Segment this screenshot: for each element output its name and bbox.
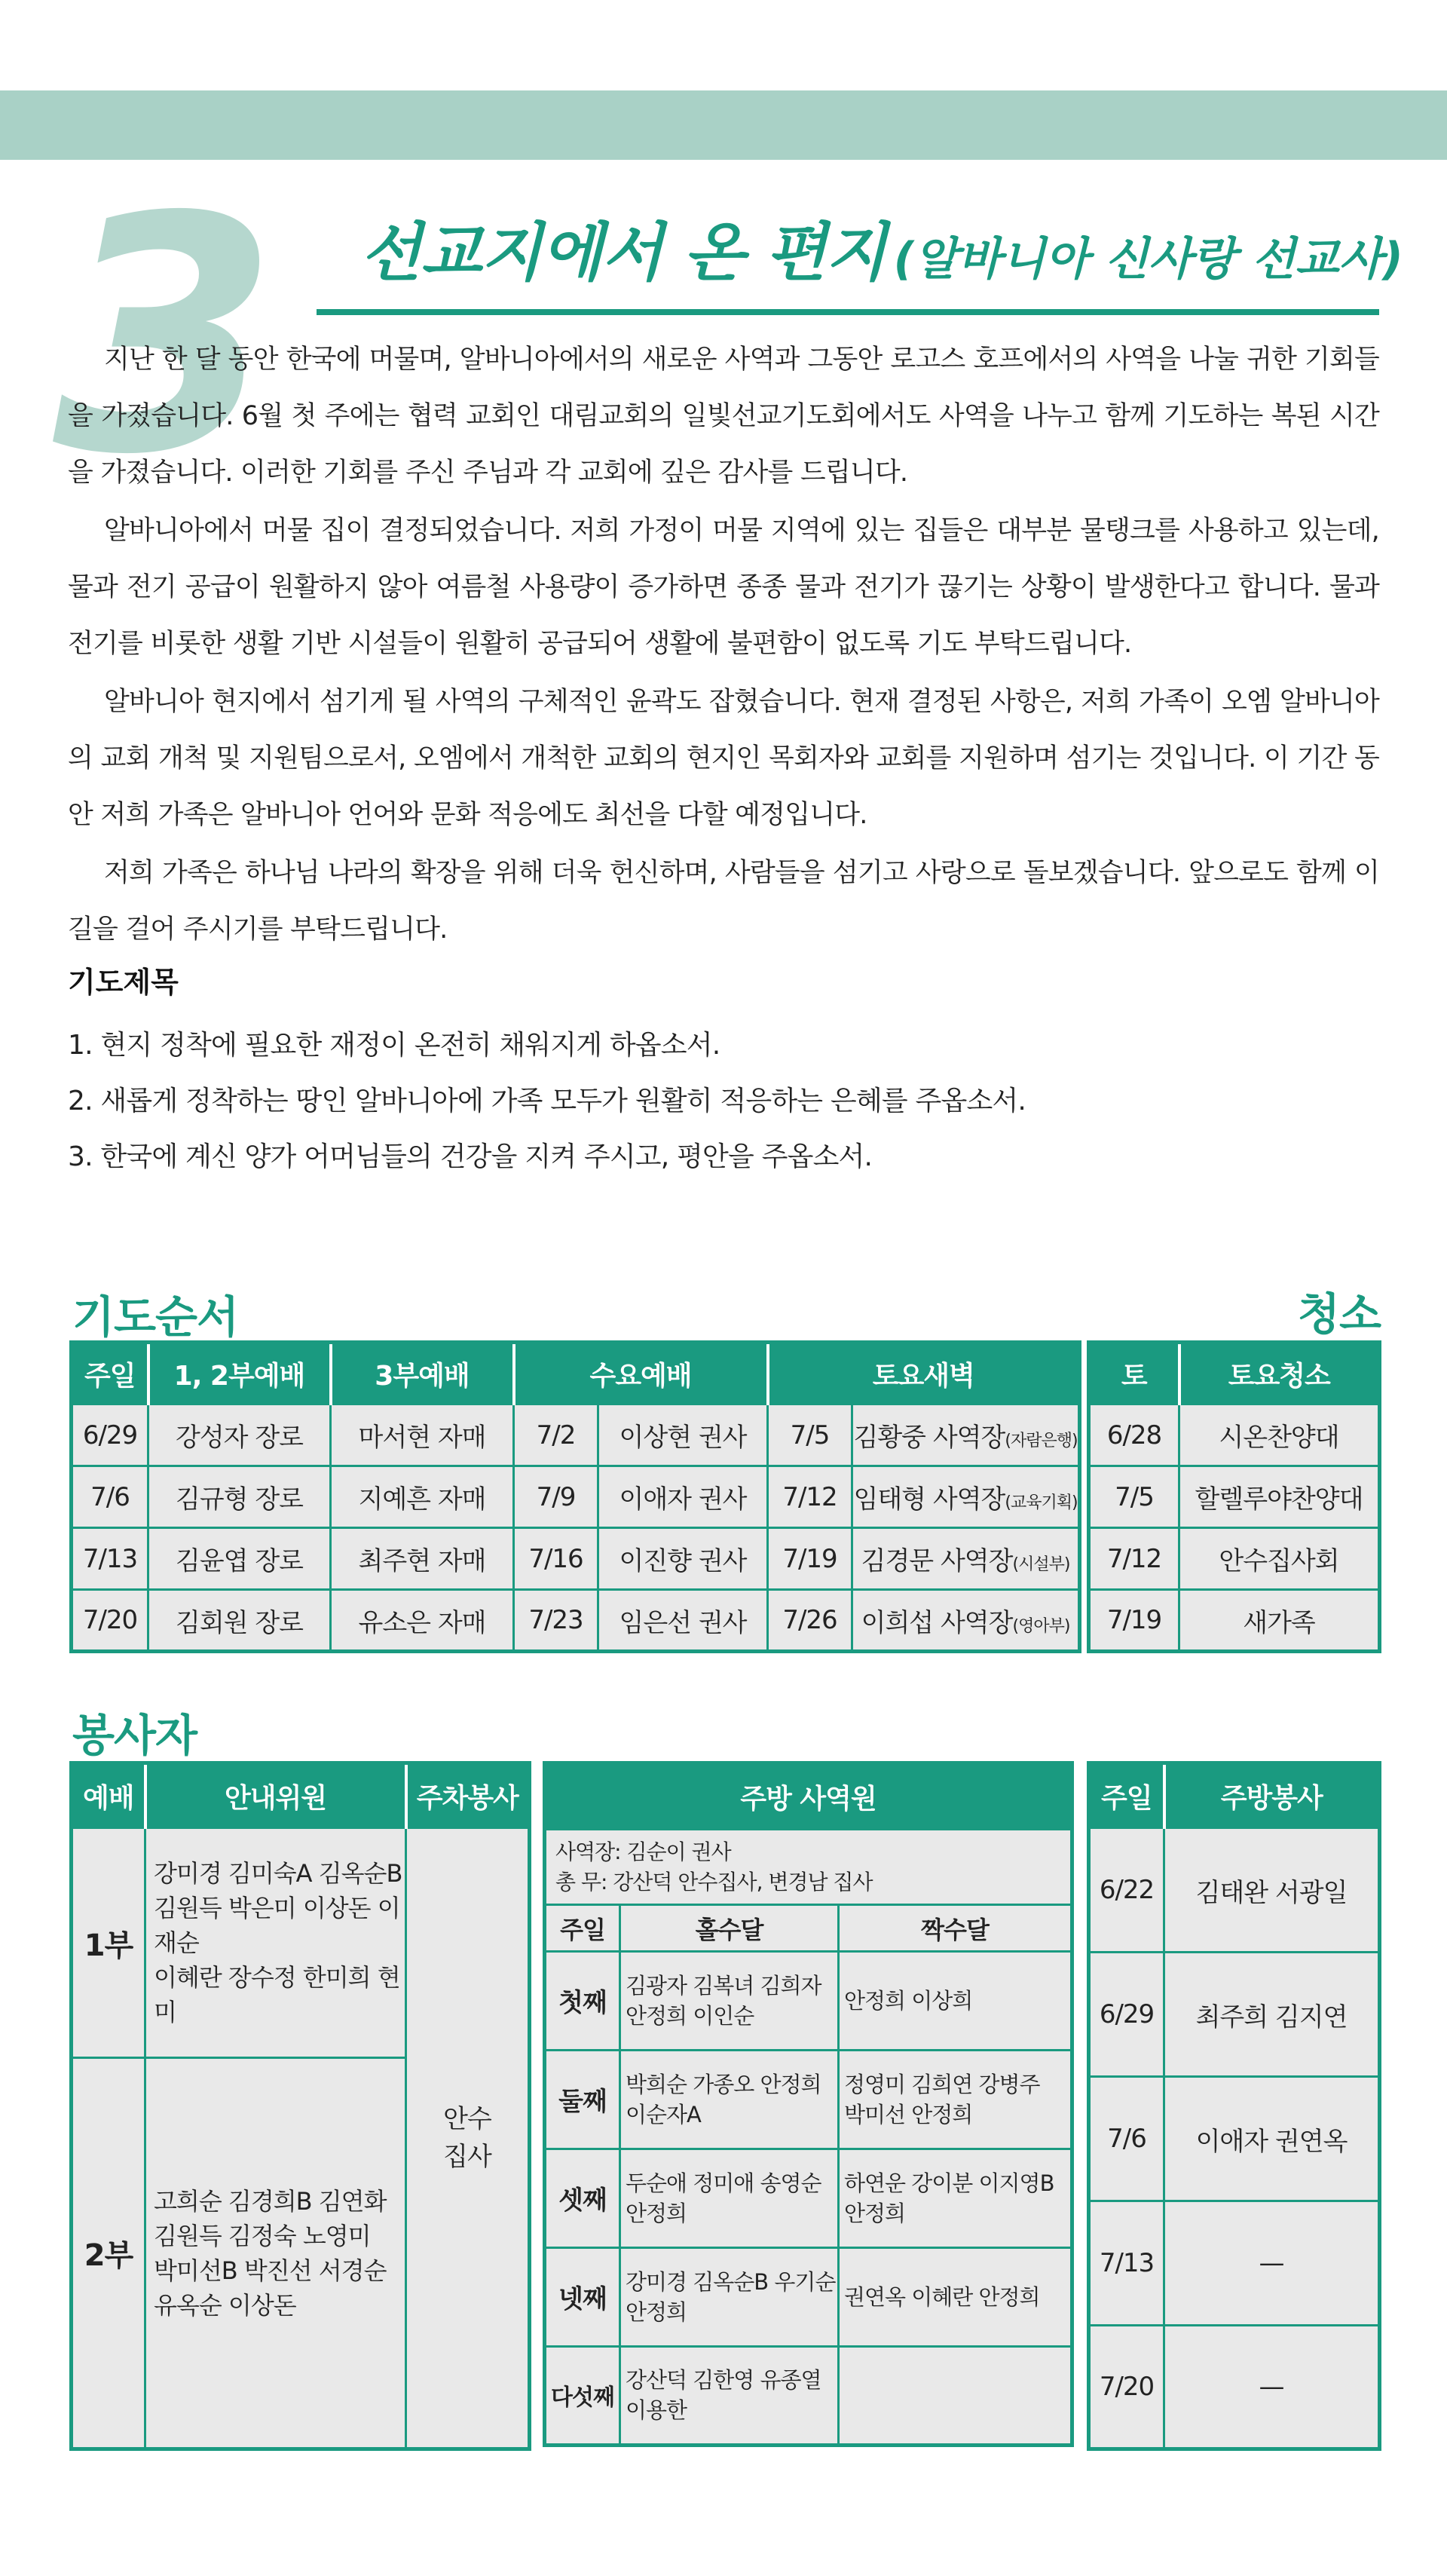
- cell-date: 6/28: [1089, 1404, 1179, 1466]
- cell-name: 지예흔 자매: [331, 1466, 514, 1528]
- col-header-cleaning: 토요청소: [1179, 1343, 1380, 1404]
- table-row: [545, 2050, 1072, 2149]
- cell-week: 넷째: [545, 2247, 620, 2346]
- kitchen-leader: 사역장: 김순이 권사: [555, 1839, 731, 1864]
- cell-team: 안수집사회: [1179, 1528, 1380, 1590]
- name-line: 안정희 이상희: [844, 1987, 973, 2014]
- table-header-row: [1089, 1763, 1380, 1828]
- cell-date: 7/26: [768, 1590, 852, 1652]
- cell-name: 김회원 장로: [148, 1590, 331, 1652]
- table-row: [1089, 1953, 1380, 2077]
- cell-date: 6/22: [1089, 1828, 1164, 1953]
- letter-paragraph: 알바니아 현지에서 섬기게 될 사역의 구체적인 윤곽도 잡혔습니다. 현재 결정된 사항은, 저희 가족이 오엠 알바니아의 교회 개척 및 지원팀으로서, 오엠에서 개척한 교회의 현지인 목회자와 교회를 지원하며 섬기는 것입니다. 이 기간 동안 저희 가족은 알바니아 언어와 문화 적응에도 최선을 다할 예정입니다.: [68, 687, 1379, 830]
- cell-date: 7/13: [72, 1528, 148, 1590]
- cell-names: 김태완 서광일: [1164, 1828, 1380, 1953]
- cell-even-names: [839, 2050, 1072, 2149]
- col-header-ushers: 안내위원: [145, 1763, 406, 1828]
- cell-note: (자람은행): [1005, 1432, 1078, 1450]
- table-header-row: [72, 1343, 1080, 1404]
- prayer-order-heading: 기도순서: [72, 1291, 239, 1343]
- cell-date: 7/20: [1089, 2326, 1164, 2449]
- cell-week: 셋째: [545, 2149, 620, 2247]
- cell-note: (영아부): [1012, 1616, 1070, 1636]
- cell-name: 김윤엽 장로: [148, 1528, 331, 1590]
- cell-date: 7/13: [1089, 2201, 1164, 2326]
- col-header-kitchen: 주방 사역원: [545, 1763, 1072, 1830]
- table-row: [72, 1590, 1080, 1652]
- cell-week: 다섯째: [545, 2346, 620, 2445]
- cell-name: [852, 1404, 1080, 1466]
- cell-name: 최주현 자매: [331, 1528, 514, 1590]
- name-line: 박미선 안정희: [844, 2101, 973, 2127]
- name-line: 정영미 김희연 강병주: [844, 2071, 1040, 2097]
- cell-odd-names: [620, 2346, 839, 2445]
- table-row: [1089, 2077, 1380, 2201]
- name-line: 김원득 김정숙 노영미: [154, 2221, 371, 2250]
- col-header-kitchen-service: 주방봉사: [1164, 1763, 1380, 1828]
- cell-date: 7/2: [514, 1404, 598, 1466]
- table-row: [1089, 1404, 1380, 1466]
- cell-name: 김규형 장로: [148, 1466, 331, 1528]
- table-row: [545, 2149, 1072, 2247]
- name-line: 김광자 김복녀 김희자: [626, 1972, 821, 1999]
- prayer-topics-heading: 기도제목: [68, 966, 179, 999]
- name-line: 집사: [443, 2142, 491, 2172]
- table-row: [1089, 1466, 1380, 1528]
- table-row: [1089, 1528, 1380, 1590]
- table-subheader-row: [545, 1905, 1072, 1951]
- name-line: 이혜란 장수정 한미희 현미: [154, 1963, 400, 2026]
- page-title: [360, 202, 1403, 308]
- name-line: 안수: [443, 2104, 491, 2134]
- kitchen-general-affairs: 총 무: 강산덕 안수집사, 변경남 집사: [555, 1869, 873, 1894]
- cell-date: 7/12: [1089, 1528, 1179, 1590]
- cell-names: —: [1164, 2326, 1380, 2449]
- cell-date: 7/6: [72, 1466, 148, 1528]
- prayer-order-table: [69, 1340, 1081, 1653]
- cell-name-text: 김황중 사역장: [853, 1423, 1005, 1453]
- cell-date: 7/19: [1089, 1590, 1179, 1652]
- col-header-parking: 주차봉사: [406, 1763, 530, 1828]
- name-line: 유옥순 이상돈: [154, 2290, 296, 2320]
- col-header-service12: 1, 2부예배: [148, 1343, 331, 1404]
- cell-date: 7/20: [72, 1590, 148, 1652]
- cell-name-text: 임태형 사역장: [853, 1484, 1005, 1515]
- prayer-item: 2. 새롭게 정착하는 땅인 알바니아에 가족 모두가 원활히 적응하는 은혜를 주옵소서.: [68, 1086, 1026, 1116]
- cell-note: (시설부): [1012, 1555, 1070, 1574]
- col-header-service3: 3부예배: [331, 1343, 514, 1404]
- name-line: 안정희: [844, 2200, 906, 2226]
- cell-odd-names: [620, 2247, 839, 2346]
- svg-text:3: 3: [53, 162, 279, 479]
- cell-name: 마서현 자매: [331, 1404, 514, 1466]
- cell-names: 최주희 김지연: [1164, 1953, 1380, 2077]
- cell-date: 7/5: [768, 1404, 852, 1466]
- letter-paragraph: 지난 한 달 동안 한국에 머물며, 알바니아에서의 새로운 사역과 그동안 로고스 호프에서의 사역을 나눌 귀한 기회들을 가졌습니다. 6월 첫 주에는 협력 교회인 대림교회의 일빛선교기도회에서도 사역을 나누고 함께 기도하는 복된 시간을 가졌습니다. 이러한 기회를 주신 주님과 각 교회에 깊은 감사를 드립니다.: [68, 345, 1379, 488]
- cell-name: 강성자 장로: [148, 1404, 331, 1466]
- cell-even-names: [839, 2346, 1072, 2445]
- table-row: [72, 1404, 1080, 1466]
- kitchen-ministry-table: [543, 1761, 1074, 2447]
- usher-names: [145, 2058, 406, 2449]
- cell-name: 이진향 권사: [598, 1528, 768, 1590]
- name-line: 박희순 가종오 안정희: [626, 2071, 821, 2097]
- cell-name: 이상현 권사: [598, 1404, 768, 1466]
- cell-name: 임은선 권사: [598, 1590, 768, 1652]
- cell-date: 6/29: [72, 1404, 148, 1466]
- letter-body: [68, 332, 1379, 958]
- cell-date: 7/6: [1089, 2077, 1164, 2201]
- col-header-service: 예배: [72, 1763, 145, 1828]
- prayer-item: 3. 한국에 계신 양가 어머님들의 건강을 지켜 주시고, 평안을 주옵소서.: [68, 1141, 873, 1172]
- name-line: 하연운 강이분 이지영B: [844, 2170, 1054, 2196]
- top-color-band: [0, 90, 1447, 160]
- letter-paragraph: 저희 가족은 하나님 나라의 확장을 위해 더욱 헌신하며, 사람들을 섬기고 사랑으로 돌보겠습니다. 앞으로도 함께 이 길을 걸어 주시기를 부탁드립니다.: [68, 858, 1379, 945]
- cell-name: [852, 1528, 1080, 1590]
- table-header-row: [1089, 1343, 1380, 1404]
- cell-odd-names: [620, 2050, 839, 2149]
- table-row: [1089, 1828, 1380, 1953]
- col-header-wednesday: 수요예배: [514, 1343, 768, 1404]
- cell-name-text: 김경문 사역장: [861, 1546, 1013, 1576]
- cell-names: 이애자 권연옥: [1164, 2077, 1380, 2201]
- sub-header-odd-month: 홀수달: [620, 1905, 839, 1951]
- cell-date: 7/16: [514, 1528, 598, 1590]
- cell-team: 할렐루야찬양대: [1179, 1466, 1380, 1528]
- col-header-sunday: 주일: [72, 1343, 148, 1404]
- service-label: 2부: [72, 2058, 145, 2449]
- name-line: 안정희: [626, 2299, 687, 2325]
- prayer-item: 1. 현지 정착에 필요한 재정이 온전히 채워지게 하옵소서.: [68, 1030, 720, 1061]
- cell-date: 6/29: [1089, 1953, 1164, 2077]
- table-row: [545, 2346, 1072, 2445]
- cell-team: 새가족: [1179, 1590, 1380, 1652]
- cell-even-names: [839, 2149, 1072, 2247]
- name-line: 이순자A: [626, 2101, 701, 2127]
- cell-even-names: [839, 1951, 1072, 2050]
- prayer-topics-list: [68, 1018, 1349, 1185]
- table-row: [72, 1466, 1080, 1528]
- cell-team: 시온찬양대: [1179, 1404, 1380, 1466]
- name-line: 강미경 김옥순B 우기순: [626, 2268, 836, 2295]
- table-row: [1089, 2326, 1380, 2449]
- cell-week: 둘째: [545, 2050, 620, 2149]
- cell-date: 7/19: [768, 1528, 852, 1590]
- table-row: [72, 1828, 530, 2058]
- sub-header-even-month: 짝수달: [839, 1905, 1072, 1951]
- cell-names: —: [1164, 2201, 1380, 2326]
- name-line: 안정희 이인순: [626, 2002, 754, 2029]
- cell-date: 7/12: [768, 1466, 852, 1528]
- table-header-row: [72, 1763, 530, 1828]
- name-line: 박미선B 박진선 서경순: [154, 2256, 387, 2285]
- title-subtitle: (알바니아 신사랑 선교사): [893, 233, 1403, 286]
- cell-date: 7/23: [514, 1590, 598, 1652]
- name-line: 이용한: [626, 2397, 687, 2424]
- title-underline: [317, 309, 1379, 315]
- col-header-saturday: 토: [1089, 1343, 1179, 1404]
- kitchen-service-table: [1087, 1761, 1381, 2451]
- parking-names: [406, 1828, 530, 2449]
- col-header-sunday: 주일: [1089, 1763, 1164, 1828]
- cell-name: 유소은 자매: [331, 1590, 514, 1652]
- col-header-saturday-dawn: 토요새벽: [768, 1343, 1080, 1404]
- cell-name: [852, 1466, 1080, 1528]
- table-row: [72, 1528, 1080, 1590]
- name-line: 안정희: [626, 2200, 687, 2226]
- name-line: 고희순 김경희B 김연화: [154, 2186, 387, 2216]
- title-main: 선교지에서 온 편지: [360, 216, 886, 289]
- usher-names: [145, 1828, 406, 2058]
- cell-date: 7/5: [1089, 1466, 1179, 1528]
- cell-name-text: 이희섭 사역장: [861, 1607, 1013, 1638]
- cell-week: 첫째: [545, 1951, 620, 2050]
- cell-name: [852, 1590, 1080, 1652]
- cleaning-table: [1087, 1340, 1381, 1653]
- table-row: [545, 2247, 1072, 2346]
- cell-name: 이애자 권사: [598, 1466, 768, 1528]
- cell-date: 7/9: [514, 1466, 598, 1528]
- name-line: 김원득 박은미 이상돈 이재순: [154, 1894, 400, 1957]
- cleaning-heading: 청소: [1298, 1288, 1381, 1340]
- cell-note: (교육기획): [1005, 1493, 1078, 1512]
- sub-header-week: 주일: [545, 1905, 620, 1951]
- table-row: [545, 1951, 1072, 2050]
- name-line: 두순애 정미애 송영순: [626, 2170, 821, 2196]
- cell-odd-names: [620, 1951, 839, 2050]
- ushers-table: [69, 1761, 531, 2451]
- table-row: [1089, 2201, 1380, 2326]
- cell-odd-names: [620, 2149, 839, 2247]
- name-line: 권연옥 이혜란 안정희: [844, 2283, 1040, 2310]
- service-label: 1부: [72, 1828, 145, 2058]
- name-line: 강산덕 김한영 유종열: [626, 2367, 821, 2394]
- kitchen-info-row: [545, 1830, 1072, 1905]
- letter-paragraph: 알바니아에서 머물 집이 결정되었습니다. 저희 가정이 머물 지역에 있는 집들은 대부분 물탱크를 사용하고 있는데, 물과 전기 공급이 원활하지 않아 여름철 사용량이 증가하면 종종 물과 전기가 끊기는 상황이 발생한다고 합니다. 물과 전기를 비롯한 생활 기반 시설들이 원활히 공급되어 생활에 불편함이 없도록 기도 부탁드립니다.: [68, 516, 1379, 659]
- name-line: 강미경 김미숙A 김옥순B: [154, 1859, 402, 1888]
- table-header-row: [545, 1763, 1072, 1830]
- table-row: [1089, 1590, 1380, 1652]
- cell-even-names: [839, 2247, 1072, 2346]
- kitchen-staff-info: [545, 1830, 1072, 1905]
- volunteers-heading: 봉사자: [72, 1710, 197, 1761]
